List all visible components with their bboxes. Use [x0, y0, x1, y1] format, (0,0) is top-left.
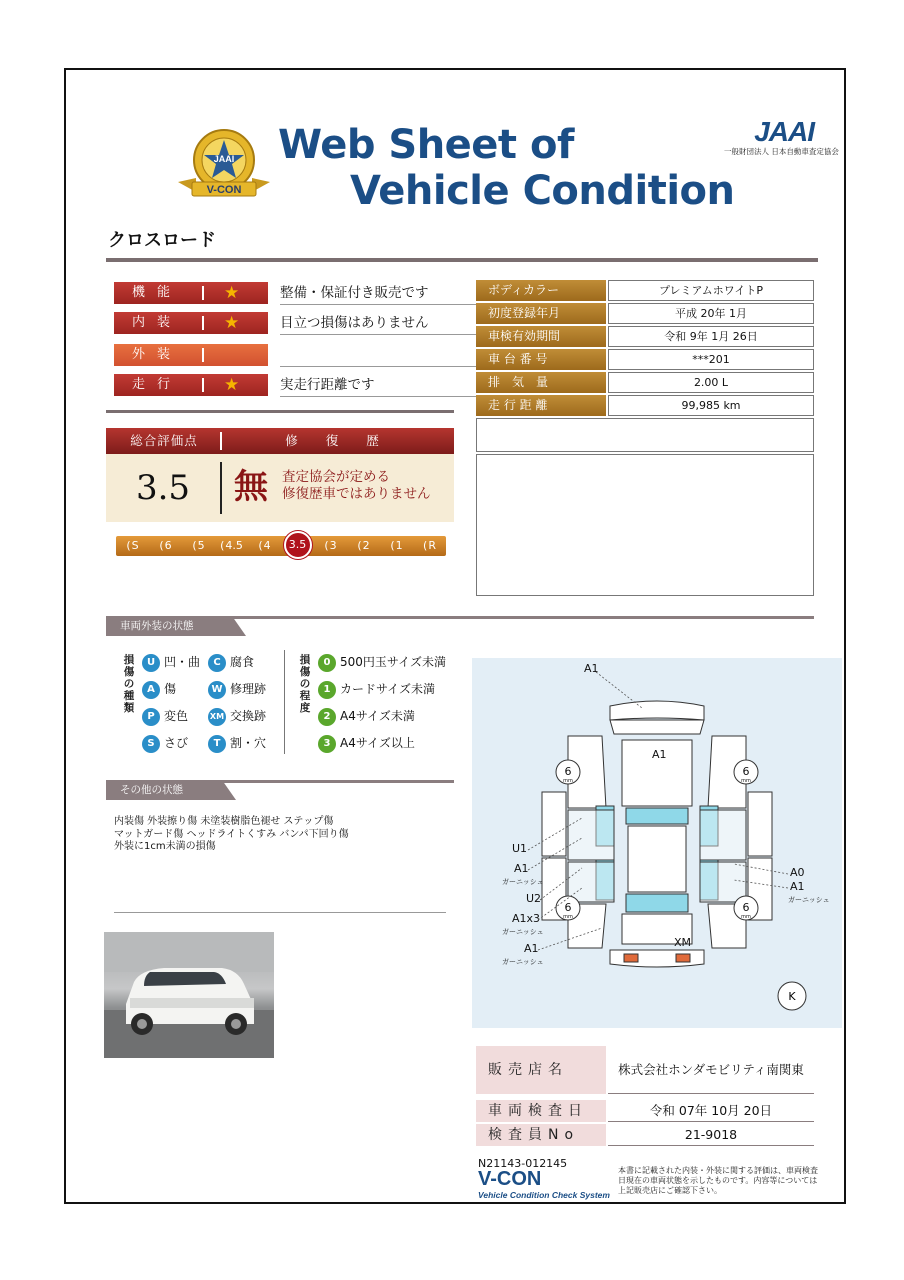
svg-text:ガーニッシュ: ガーニッシュ [502, 928, 544, 936]
damage-label-a1-left: A1 [514, 862, 529, 875]
badge-top-text: JAAI [213, 154, 235, 164]
star-icon: ★ [224, 313, 240, 333]
category-label: 内装 [114, 312, 268, 334]
score-scale-item: ( 3 [314, 536, 347, 556]
category-label: 機能 [114, 282, 268, 304]
legend-item: C 腐食 [208, 652, 254, 672]
header-divider [106, 258, 818, 262]
legend-item: W 修理跡 [208, 679, 266, 699]
legend-item: 3 A4サイズ以上 [318, 733, 415, 753]
dealer-row-inspection-date [476, 1100, 814, 1122]
jaai-logo [724, 116, 839, 157]
vehicle-name: クロスロード [108, 230, 216, 251]
score-scale-item: ( 4 [248, 536, 281, 556]
spec-label: 車検有効期間 [476, 326, 606, 347]
score-header-label: 総合評価点 [130, 433, 198, 448]
category-label: 走行 [114, 374, 268, 396]
category-text: 実走行距離です [280, 377, 375, 393]
legend-item: A 傷 [142, 679, 176, 699]
damage-type-heading: 損傷の種類 [123, 654, 135, 714]
tire-depth-rl: 6 [564, 901, 572, 914]
damage-label-a1-right: A1 [790, 880, 805, 893]
spec-label: ボディカラー [476, 280, 606, 301]
category-row-mileage [114, 374, 454, 396]
legend-item: S さび [142, 733, 188, 753]
score-scale [116, 536, 446, 556]
legend-item: 2 A4サイズ未満 [318, 706, 415, 726]
legend-item: T 割・穴 [208, 733, 266, 753]
spec-row-inspection-expiry [476, 326, 814, 347]
category-row-exterior [114, 344, 454, 366]
legend-item: P 変色 [142, 706, 188, 726]
damage-diagram [472, 658, 842, 1028]
section-header-exterior: 車両外装の状態 [106, 616, 246, 636]
score-scale-item: ( R [413, 536, 446, 556]
category-row-function [114, 282, 454, 304]
dealer-label: 販売店名 [476, 1046, 606, 1094]
legend-item: XM 交換跡 [208, 706, 266, 726]
tire-depth-rr: 6 [742, 901, 750, 914]
remarks-box [476, 454, 814, 596]
dealer-value: 株式会社ホンダモビリティ南関東 [608, 1046, 814, 1094]
svg-text:ガーニッシュ: ガーニッシュ [502, 878, 544, 886]
dealer-row-inspector [476, 1124, 814, 1146]
spec-label: 排 気 量 [476, 372, 606, 393]
vcon-logo: V-CON [478, 1168, 542, 1190]
legend-item: U 凹・曲 [142, 652, 200, 672]
title-line-2: Vehicle Condition [350, 168, 735, 214]
section-header-other: その他の状態 [106, 780, 236, 800]
category-text: 目立つ損傷はありません [280, 315, 429, 331]
disclaimer-text: 本書に記載された内装・外装に関する評価は、車両検査日現在の車両状態を示したものです。内容等については上記販売店にご確認下さい。 [618, 1166, 818, 1195]
direction-k-icon: K [788, 990, 796, 1003]
tire-depth-fr: 6 [742, 765, 750, 778]
score-scale-item: 3.5 [284, 531, 312, 559]
damage-label-a1-hood: A1 [652, 748, 667, 761]
score-scale-item: ( 4.5 [215, 536, 248, 556]
spec-value: 平成 20年 1月 [608, 303, 814, 324]
category-row-interior [114, 312, 454, 334]
spec-label: 車 台 番 号 [476, 349, 606, 370]
damage-degree-heading: 損傷の程度 [299, 654, 311, 714]
star-icon: ★ [224, 375, 240, 395]
svg-text:mm: mm [563, 778, 573, 784]
spec-value: 99,985 km [608, 395, 814, 416]
score-scale-item: ( 6 [149, 536, 182, 556]
spec-row-first-registration [476, 303, 814, 324]
jaai-logo-text: JAAI [754, 116, 814, 147]
vehicle-condition-sheet [64, 68, 846, 1204]
damage-label-a1-bottom: A1 [524, 942, 539, 955]
spec-empty-box [476, 418, 814, 452]
spec-row-mileage [476, 395, 814, 416]
svg-text:mm: mm [563, 914, 573, 920]
score-scale-item: ( 2 [347, 536, 380, 556]
damage-label-u2: U2 [526, 892, 542, 905]
title-line-1: Web Sheet of [278, 122, 574, 168]
score-body [106, 454, 454, 522]
category-text: 整備・保証付き販売です [280, 285, 429, 301]
spec-row-displacement [476, 372, 814, 393]
vcon-badge-logo [174, 126, 274, 202]
repair-mark: 無 [234, 467, 268, 507]
svg-text:mm: mm [741, 914, 751, 920]
star-icon: ★ [224, 283, 240, 303]
repair-text: 査定協会が定める 修復歴車ではありません [282, 469, 431, 502]
svg-text:ガーニッシュ: ガーニッシュ [502, 958, 544, 966]
legend-item: 0 500円玉サイズ未満 [318, 652, 446, 672]
org-name: 一般財団法人 日本自動車査定協会 [724, 147, 839, 156]
svg-text:mm: mm [741, 778, 751, 784]
dealer-label: 車両検査日 [476, 1100, 606, 1122]
damage-label-xm: XM [674, 936, 692, 949]
damage-label-a0: A0 [790, 866, 805, 879]
spec-row-body-color [476, 280, 814, 301]
dealer-value: 令和 07年 10月 20日 [608, 1100, 814, 1122]
legend-item: 1 カードサイズ未満 [318, 679, 435, 699]
score-scale-item: ( 5 [182, 536, 215, 556]
spec-value: 令和 9年 1月 26日 [608, 326, 814, 347]
spec-value: プレミアムホワイトP [608, 280, 814, 301]
dealer-value: 21-9018 [608, 1124, 814, 1146]
damage-label-a1x3: A1x3 [512, 912, 541, 925]
category-label: 外装 [114, 344, 268, 366]
page-title [278, 122, 735, 214]
damage-label-a1-top: A1 [584, 662, 599, 675]
spec-label: 初度登録年月 [476, 303, 606, 324]
sheet-code: N21143-012145 [478, 1157, 568, 1170]
vehicle-photo [104, 932, 274, 1058]
dealer-row-shop [476, 1046, 814, 1094]
score-scale-item: ( S [116, 536, 149, 556]
svg-text:ガーニッシュ: ガーニッシュ [788, 896, 830, 904]
tire-depth-fl: 6 [564, 765, 572, 778]
car-photo-illustration [104, 932, 274, 1058]
dealer-label: 検査員No [476, 1124, 606, 1146]
repair-header-label: 修 復 歴 [285, 433, 391, 448]
spec-row-chassis-number [476, 349, 814, 370]
damage-label-u1: U1 [512, 842, 528, 855]
spec-label: 走 行 距 離 [476, 395, 606, 416]
overall-score: 3.5 [135, 468, 191, 508]
spec-value: ***201 [608, 349, 814, 370]
spec-value: 2.00 L [608, 372, 814, 393]
score-header [106, 428, 454, 454]
other-condition-notes: 内装傷 外装擦り傷 未塗装樹脂色褪せ ステップ傷 マットガード傷 ヘッドライトくすみ バンパ下回り傷 外装に1cm未満の損傷 [114, 816, 349, 852]
badge-bottom-text: V-CON [206, 184, 242, 196]
score-scale-item: ( 1 [380, 536, 413, 556]
vcon-subtitle: Vehicle Condition Check System [478, 1190, 610, 1200]
